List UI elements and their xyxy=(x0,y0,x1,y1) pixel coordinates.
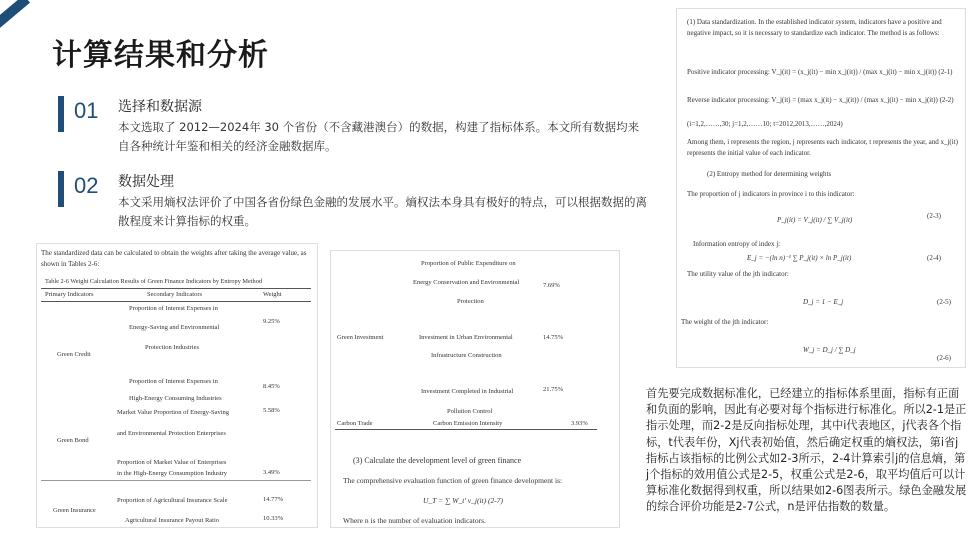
section-bar xyxy=(58,96,64,132)
table-cell: 8.45% xyxy=(263,383,280,390)
table-cell: and Environmental Protection Enterprises xyxy=(117,430,226,437)
table-cell: 5.58% xyxy=(263,407,280,414)
table-cell: Agricultural Insurance Payout Ratio xyxy=(125,517,220,524)
table-header-secondary: Secondary Indicators xyxy=(147,291,203,298)
table-cell: Investment Completed in Industrial xyxy=(421,388,514,395)
eq-number: (2-3) xyxy=(927,212,941,220)
step-entropy: (2) Entropy method for determining weights xyxy=(707,170,832,178)
table-cell: 14.75% xyxy=(543,334,564,341)
corner-decoration xyxy=(0,0,63,4)
table-cell: Pollution Control xyxy=(447,408,493,415)
para-standardization: (1) Data standardization. In the established indicator system, indicators have a positive and negative impact, so it is necessary to standardize each indicator. The method is as follows: xyxy=(687,18,942,37)
entropy-label: Information entropy of index j: xyxy=(693,240,781,248)
para-notation: Among them, i represents the region, j represents each indicator, t represents the year, and x_j(it) represents the initial value of each indicator. xyxy=(687,138,958,157)
table-cell: Protection xyxy=(457,298,484,305)
index-range: (i=1,2,……,30; j=1,2,……10; t=2012,2013,……,2024) xyxy=(687,120,843,128)
section-number: 01 xyxy=(74,98,99,123)
table-cell: Proportion of Interest Expenses in xyxy=(129,305,218,312)
table-intro: The standardized data can be calculated to obtain the weights after taking the average value, as shown in Tables 2-6: xyxy=(41,249,307,268)
weight-label: The weight of the jth indicator: xyxy=(681,318,769,326)
eq-2-6: W_j = D_j / ∑ D_j xyxy=(803,346,856,354)
eq-2-5: D_j = 1 − E_j xyxy=(803,298,844,306)
section-body: 本文选取了 2012—2024年 30 个省份（不含藏港澳台）的数据，构建了指标体系。本文所有数据均来自各种统计年鉴和相关的经济金融数据库。 xyxy=(118,120,640,153)
table-cell: 9.25% xyxy=(263,318,280,325)
table-cell: Energy-Saving and Environmental xyxy=(129,324,220,331)
step-heading: (3) Calculate the development level of green finance xyxy=(353,456,522,465)
table-cell: Carbon Trade xyxy=(337,420,373,427)
table-header-primary: Primary Indicators xyxy=(45,291,94,298)
table-cell: Energy Conservation and Environmental xyxy=(413,279,520,286)
table-cell: High-Energy Consuming Industries xyxy=(129,395,222,402)
table-cell: 3.49% xyxy=(263,469,280,476)
table-cell: 10.33% xyxy=(263,515,284,522)
eq-number: (2-4) xyxy=(927,254,941,262)
table-cell: Market Value Proportion of Energy-Saving xyxy=(117,409,230,416)
table-cell: Green Bond xyxy=(57,437,89,444)
section-heading: 选择和数据源 xyxy=(118,99,202,115)
section-body: 本文采用熵权法评价了中国各省份绿色金融的发展水平。熵权法本身具有极好的特点，可以根据数据的离散程度来计算指标的权重。 xyxy=(118,195,647,228)
table-caption: Table 2-6 Weight Calculation Results of Green Finance Indicators by Entropy Method xyxy=(45,278,263,285)
table-header-weight: Weight xyxy=(263,291,282,298)
table-cell: 3.93% xyxy=(571,420,588,427)
table-cell: Carbon Emission Intensity xyxy=(433,420,503,427)
table-cell: 14.77% xyxy=(263,496,284,503)
table-cell: Proportion of Public Expenditure on xyxy=(421,260,516,267)
eq-2-4: E_j = −(ln n)⁻¹ ∑ P_j(it) × ln P_j(it) xyxy=(747,254,852,262)
utility-label: The utility value of the jth indicator: xyxy=(687,270,789,278)
table-cell: Proportion of Interest Expenses in xyxy=(129,378,218,385)
weight-table-continued-screenshot xyxy=(330,250,620,528)
table-cell: Green Insurance xyxy=(53,507,96,514)
table-cell: 7.69% xyxy=(543,282,560,289)
section-number: 02 xyxy=(74,173,99,198)
summary-paragraph: 首先要完成数据标准化，已经建立的指标体系里面，指标有正面和负面的影响，因此有必要对每个指标进行标准化。所以2-1是正指示处理，而2-2是反向指标处理，其中i代表地区，j代表各个指标，t代表年份，Xj代表初始值，然后确定权重的熵权法，第i省j指标占该指标的比例公式如2-3所示，2-4计算索引j的信息熵，第j个指标的效用值公式是2-5，权重公式是2-6，取平均值后可以计算标准化数据得到权重，所以结果如2-6图表所示。绿色金融发展的综合评价功能是2-7公式，n是评估指数的数量。 xyxy=(646,387,967,514)
formula-note: Where n is the number of evaluation indicators. xyxy=(343,516,486,525)
weight-table-screenshot xyxy=(36,243,318,528)
table-cell: Proportion of Market Value of Enterprises xyxy=(117,459,227,466)
eq-2-1: Positive indicator processing: V_j(it) = (x_j(it) − min x_j(it)) / (max x_j(it) − min x_j(it)) (2-1) xyxy=(687,68,953,76)
corner-decoration-small xyxy=(0,0,30,48)
proportion-label: The proportion of j indicators in province i to this indicator: xyxy=(687,190,855,198)
table-cell: Proportion of Agricultural Insurance Scale xyxy=(117,497,228,504)
table-cell: Green Investment xyxy=(337,334,384,341)
table-cell: Infrastructure Construction xyxy=(431,352,502,359)
slide-title: 计算结果和分析 xyxy=(52,38,269,73)
table-cell: in the High-Energy Consumption Industry xyxy=(117,470,228,477)
section-heading: 数据处理 xyxy=(118,174,174,190)
eq-2-2: Reverse indicator processing: V_j(it) = (max x_j(it) − x_j(it)) / (max x_j(it) − min x_j(it)) (2-2) xyxy=(687,96,954,104)
eq-number: (2-6) xyxy=(937,354,951,362)
formula-2-7: U_T = ∑ W_t' v_j(it) (2-7) xyxy=(423,496,503,505)
table-cell: Protection Industries xyxy=(145,344,199,351)
step-body: The comprehensive evaluation function of green finance development is: xyxy=(343,476,563,485)
table-cell: Investment in Urban Environmental xyxy=(419,334,513,341)
eq-2-3: P_j(it) = V_j(it) / ∑ V_j(it) xyxy=(777,216,853,224)
table-cell: Green Credit xyxy=(57,351,91,358)
eq-number: (2-5) xyxy=(937,298,951,306)
equations-screenshot xyxy=(676,8,966,368)
section-bar xyxy=(58,171,64,207)
table-cell: 21.75% xyxy=(543,386,564,393)
